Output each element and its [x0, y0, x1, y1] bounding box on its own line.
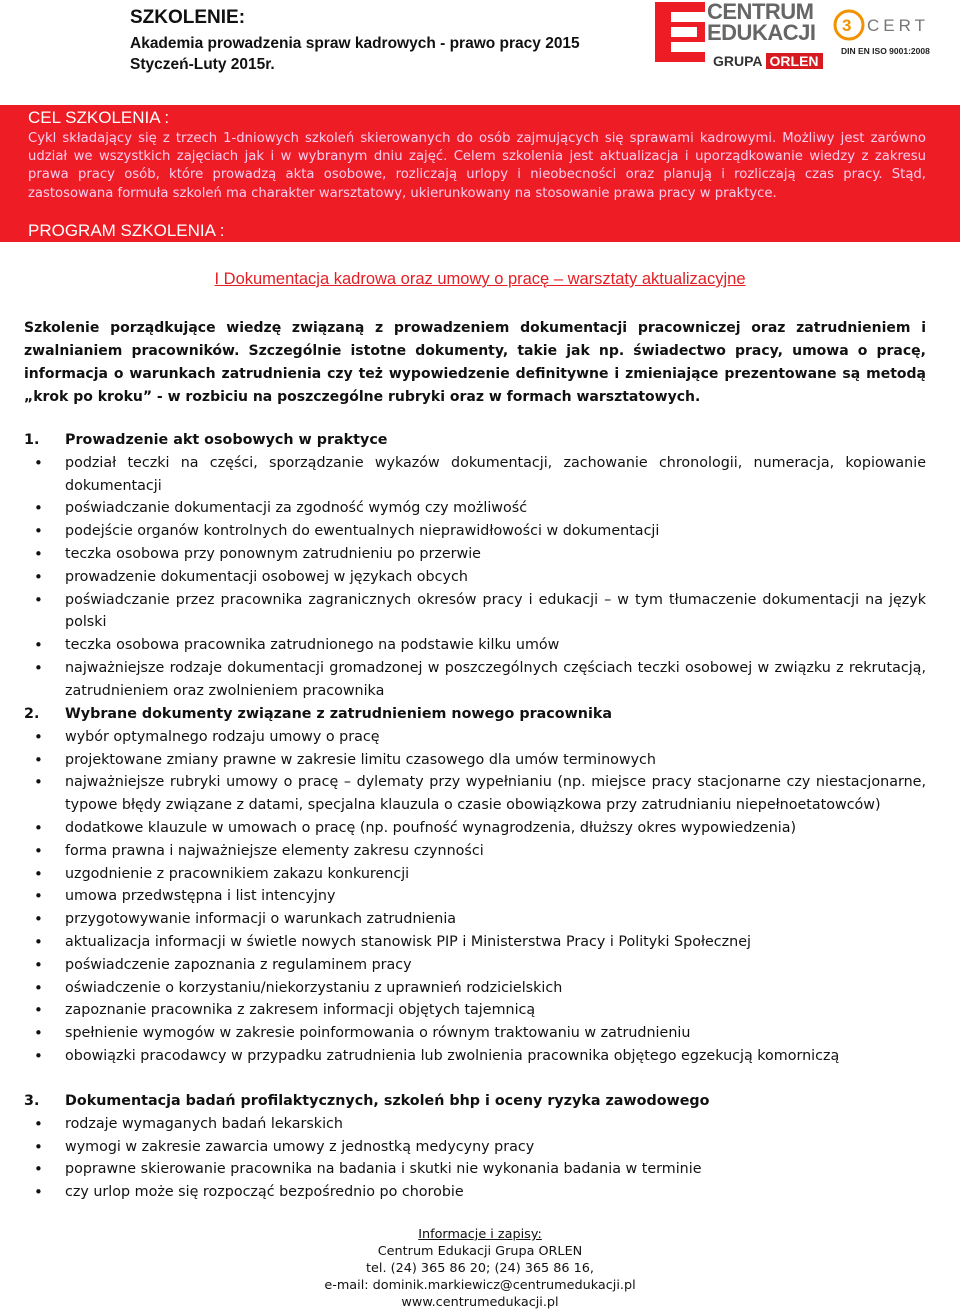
list-item: • czy urlop może się rozpocząć bezpośrednio po chorobie: [24, 1181, 926, 1204]
section-3-heading: [24, 1090, 926, 1113]
logo-grupa: GRUPA: [713, 53, 763, 69]
logo-grupa-orlen: [713, 53, 823, 69]
goal-heading: CEL SZKOLENIA :: [28, 108, 170, 127]
list-item: • teczka osobowa pracownika zatrudnionego na podstawie kilku umów: [24, 634, 926, 657]
section-title: I Dokumentacja kadrowa oraz umowy o pracę – warsztaty aktualizacyjne: [214, 270, 746, 288]
footer-website[interactable]: www.centrumedukacji.pl: [401, 1295, 559, 1310]
list-item: • najważniejsze rodzaje dokumentacji gromadzonej w poszczególnych częściach teczki osobowej w związku z rekrutacją, zatrudnieniem oraz zwolnieniem pracownika: [24, 657, 926, 703]
section-heading-text: Wybrane dokumenty związane z zatrudnieniem nowego pracownika: [65, 706, 613, 722]
intro-paragraph: Szkolenie porządkujące wiedzę związaną z prowadzeniem dokumentacji pracowniczej oraz zatrudnieniem i zwalnianiem pracowników. Szczególnie istotne dokumenty, takie jak np. świadectwo pracy, umowa o pracę, informacja o warunkach zatrudnienia czy też wypowiedzenie definitywne i zmieniające prezentowane są metodą „krok po kroku” - w rozbiciu na poszczególne rubryki oraz w formach warsztatowych.: [24, 320, 926, 405]
list-item: • przygotowywanie informacji o warunkach zatrudnienia: [24, 908, 926, 931]
header-subtitle: Akademia prowadzenia spraw kadrowych - prawo pracy 2015: [130, 35, 580, 52]
goal-text: Cykl składający się z trzech 1-dniowych szkoleń skierowanych do osób zajmujących się sprawami kadrowymi. Możliwy jest zarówno udział we wszystkich zajęciach jak i w wybranym dniu zajęć. Celem szkolenia jest aktualizacja i uporządkowanie wiedzy z zakresu prawa pracy osób, które prowadzą akta osobowe, rozliczają urlopy i nieobecności oraz planują i rozliczają czas pracy. Stąd, zastosowana formuła szkoleń ma charakter warsztatowy, ukierunkowany na stosowanie prawa pracy w praktyce.: [28, 131, 926, 201]
list-item: • wybór optymalnego rodzaju umowy o pracę: [24, 726, 926, 749]
list-item: • spełnienie wymogów w zakresie poinformowania o równym traktowaniu w zatrudnieniu: [24, 1022, 926, 1045]
goal-band: [0, 105, 960, 242]
list-item: • podział teczki na części, sporządzanie wykazów dokumentacji, zachowanie chronologii, numeracja, kopiowanie dokumentacji: [24, 452, 926, 498]
list-item: • uzgodnienie z pracownikiem zakazu konkurencji: [24, 863, 926, 886]
document-header: [130, 6, 580, 75]
section-2: [24, 703, 926, 1068]
header-date: Styczeń-Luty 2015r.: [130, 56, 275, 73]
section-2-heading: [24, 703, 926, 726]
list-item: • podejście organów kontrolnych do ewentualnych nieprawidłowości w dokumentacji: [24, 520, 926, 543]
section-heading-text: Prowadzenie akt osobowych w praktyce: [65, 432, 388, 448]
section-heading-text: Dokumentacja badań profilaktycznych, szkoleń bhp i oceny ryzyka zawodowego: [65, 1093, 710, 1109]
iso-certificate: DIN EN ISO 9001:2008: [841, 46, 930, 56]
list-item: • poświadczanie przez pracownika zagranicznych okresów pracy i edukacji – w tym tłumaczenie dokumentacji na język polski: [24, 589, 926, 635]
list-item: • dodatkowe klauzule w umowach o pracę (np. poufność wynagrodzenia, dłuższy okres wypowiedzenia): [24, 817, 926, 840]
list-item: • rodzaje wymaganych badań lekarskich: [24, 1113, 926, 1136]
section-3: [24, 1090, 926, 1204]
list-item: • projektowane zmiany prawne w zakresie limitu czasowego dla umów terminowych: [24, 749, 926, 772]
list-item: • zapoznanie pracownika z zakresem informacji objętych tajemnicą: [24, 999, 926, 1022]
list-item: • poświadczenie zapoznania z regulaminem pracy: [24, 954, 926, 977]
list-item: • najważniejsze rubryki umowy o pracę – dylematy przy wypełnianiu (np. miejsce pracy stacjonarne czy niestacjonarne, typowe błędy związane z datami, specjalna klauzula o czasie obowiązkowa przy zatrudnianiu niepełnoetatowców): [24, 771, 926, 817]
section-number: 3.: [24, 1093, 40, 1109]
section-number: 1.: [24, 432, 40, 448]
svg-text:3: 3: [842, 16, 852, 35]
list-item: • forma prawna i najważniejsze elementy zakresu czynności: [24, 840, 926, 863]
footer-email[interactable]: e-mail: dominik.markiewicz@centrumedukacji.pl: [324, 1278, 636, 1293]
section-2-items: [24, 726, 926, 1068]
section-1-heading: [24, 429, 926, 452]
list-item: • oświadczenie o korzystaniu/niekorzystaniu z uprawnień rodzicielskich: [24, 977, 926, 1000]
logo-word-edukacji: EDUKACJI: [707, 20, 816, 45]
list-item: • aktualizacja informacji w świetle nowych stanowisk PIP i Ministerstwa Pracy i Polityki Społecznej: [24, 931, 926, 954]
list-item: • poświadczanie dokumentacji za zgodność wymóg czy możliwość: [24, 497, 926, 520]
list-item: • poprawne skierowanie pracownika na badania i skutki nie wykonania badania w terminie: [24, 1158, 926, 1181]
list-item: • teczka osobowa przy ponownym zatrudnieniu po przerwie: [24, 543, 926, 566]
section-1: [24, 429, 926, 703]
contact-footer: [0, 1226, 960, 1311]
centrum-edukacji-logo: [655, 0, 955, 80]
section-1-items: [24, 452, 926, 703]
e-logo-icon: [655, 2, 705, 62]
list-item: • prowadzenie dokumentacji osobowej w językach obcych: [24, 566, 926, 589]
header-title: SZKOLENIE:: [130, 7, 246, 28]
footer-heading: Informacje i zapisy:: [418, 1227, 542, 1242]
cert-text: CERT: [867, 16, 929, 35]
footer-phone: tel. (24) 365 86 20; (24) 365 86 16,: [366, 1261, 594, 1276]
list-item: • wymogi w zakresie zawarcia umowy z jednostką medycyny pracy: [24, 1136, 926, 1159]
list-item: • umowa przedwstępna i list intencyjny: [24, 885, 926, 908]
program-heading: PROGRAM SZKOLENIA :: [28, 221, 225, 240]
list-item: • obowiązki pracodawcy w przypadku zatrudnienia lub zwolnienia pracownika objętego egzekucją komorniczą: [24, 1045, 926, 1068]
logo-orlen: ORLEN: [766, 53, 823, 69]
section-number: 2.: [24, 706, 40, 722]
logo-word-centrum: CENTRUM: [707, 0, 814, 24]
section-3-items: [24, 1113, 926, 1204]
footer-org: Centrum Edukacji Grupa ORLEN: [377, 1244, 583, 1259]
